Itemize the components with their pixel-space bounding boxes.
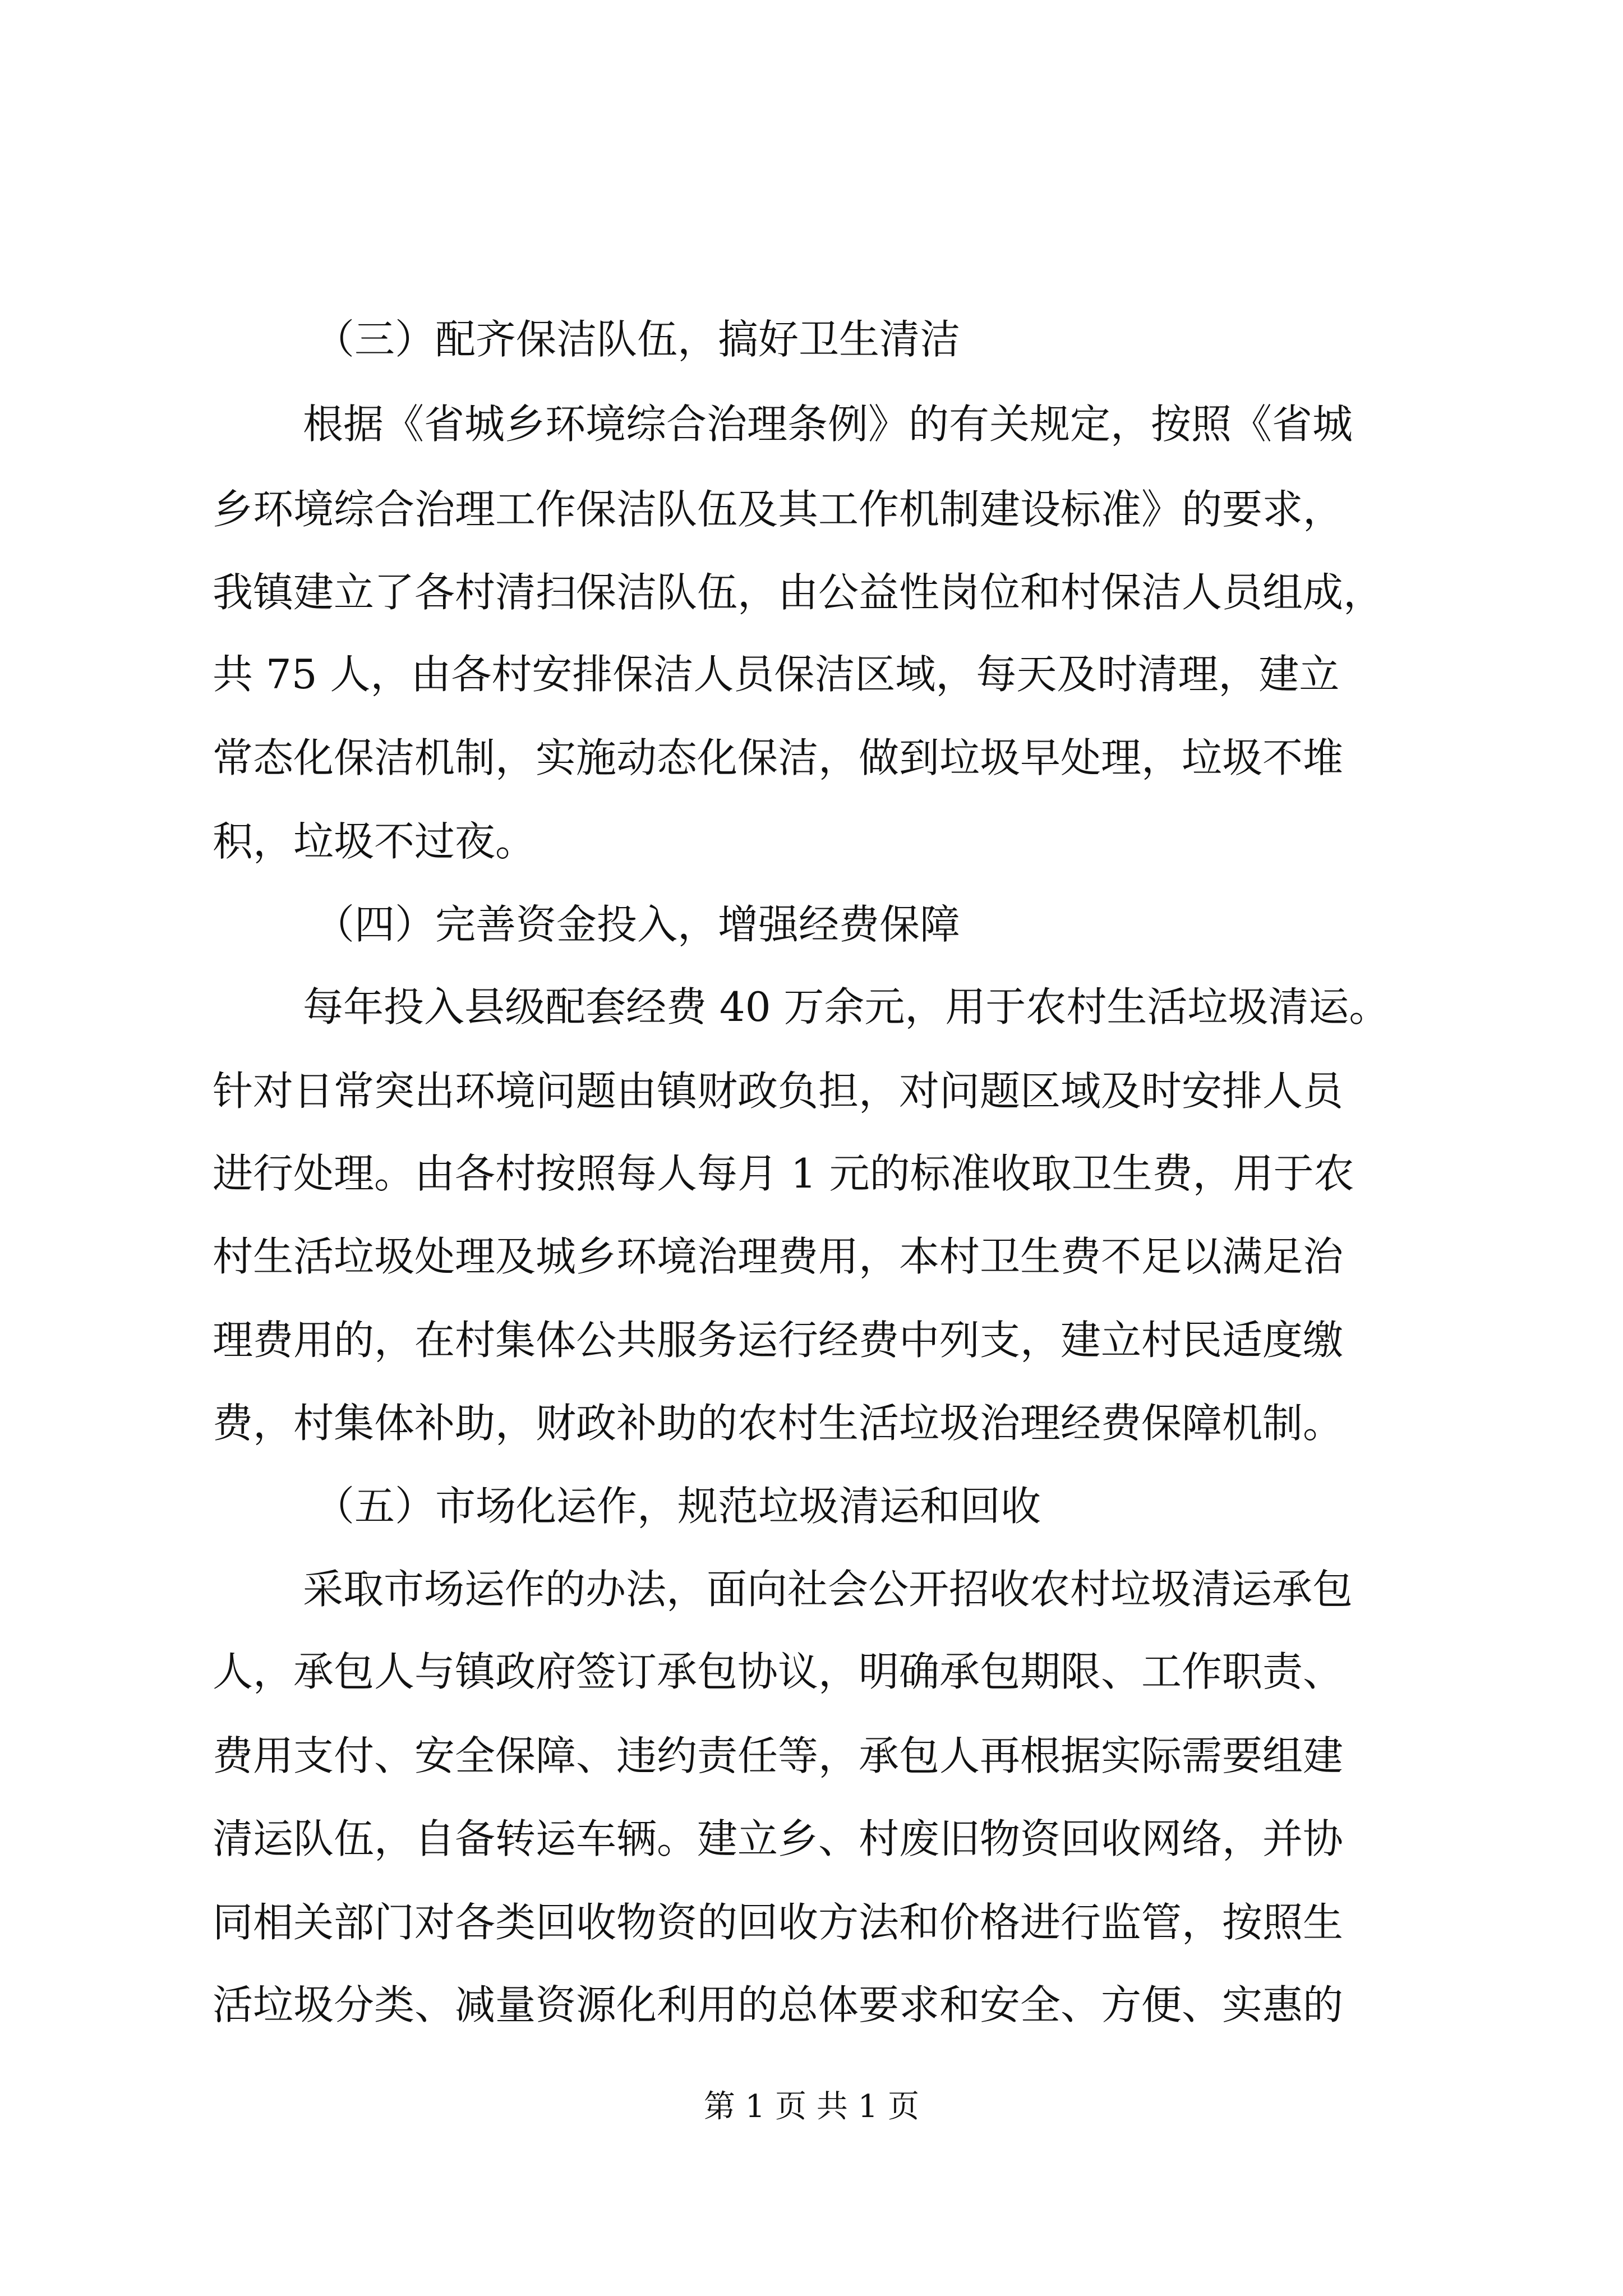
text-line: 积，垃圾不过夜。 [213,818,536,865]
paragraph-line [0,1717,1623,1795]
text-line: 进行处理。由各村按照每人每月 1 元的标准收取卫生费，用于农 [213,1150,1354,1197]
section-heading [0,300,1623,379]
text-line: 根据《省城乡环境综合治理条例》的有关规定，按照《省城 [303,401,1353,448]
paragraph-first-line [0,385,1623,463]
paragraph-line [0,1632,1623,1711]
paragraph-line [0,1384,1623,1462]
text-line: （三）配齐保洁队伍，搞好卫生清洁 [314,316,961,363]
paragraph-line [0,1301,1623,1379]
paragraph-line [0,1800,1623,1878]
text-line: 每年投入县级配套经费 40 万余元，用于农村生活垃圾清运。 [303,983,1390,1030]
text-line: 常态化保洁机制，实施动态化保洁，做到垃圾早处理，垃圾不堆 [213,734,1344,781]
text-line: 清运队伍，自备转运车辆。建立乡、村废旧物资回收网络，并协 [213,1815,1344,1862]
section-heading [0,885,1623,964]
paragraph-line [0,635,1623,714]
text-line: 人，承包人与镇政府签订承包协议，明确承包期限、工作职责、 [213,1648,1344,1695]
text-line: 乡环境综合治理工作保洁队伍及其工作机制建设标准》的要求， [213,486,1344,533]
paragraph-line [0,1134,1623,1213]
text-line: 针对日常突出环境问题由镇财政负担，对问题区域及时安排人员 [213,1068,1344,1115]
section-heading [0,1467,1623,1545]
text-line: 活垃圾分类、减量资源化利用的总体要求和安全、方便、实惠的 [213,1981,1344,2028]
text-line: 我镇建立了各村清扫保洁队伍，由公益性岗位和村保洁人员组成， [213,569,1384,616]
text-line: （五）市场化运作，规范垃圾清运和回收 [314,1483,1041,1530]
text-line: 理费用的，在村集体公共服务运行经费中列支，建立村民适度缴 [213,1317,1344,1364]
text-line: 费用支付、安全保障、违约责任等，承包人再根据实际需要组建 [213,1732,1344,1779]
text-line: 共 75 人，由各村安排保洁人员保洁区域，每天及时清理，建立 [213,651,1340,698]
paragraph-line [0,470,1623,549]
paragraph-line [0,1052,1623,1130]
paragraph-line [0,719,1623,797]
text-line: 同相关部门对各类回收物资的回收方法和价格进行监管，按照生 [213,1899,1344,1946]
text-line: 村生活垃圾处理及城乡环境治理费用，本村卫生费不足以满足治 [213,1233,1344,1280]
paragraph-first-line [0,968,1623,1046]
paragraph-line [0,1883,1623,1962]
paragraph-first-line [0,1550,1623,1628]
paragraph-line [0,1217,1623,1296]
text-line: （四）完善资金投入，增强经费保障 [314,901,961,948]
text-line: 费，村集体补助，财政补助的农村生活垃圾治理经费保障机制。 [213,1400,1344,1447]
paragraph-line [0,1966,1623,2044]
paragraph-line [0,553,1623,632]
text-line: 采取市场运作的办法，面向社会公开招收农村垃圾清运承包 [303,1566,1353,1613]
page-footer: 第 1 页 共 1 页 [703,2088,920,2125]
paragraph-line [0,802,1623,881]
